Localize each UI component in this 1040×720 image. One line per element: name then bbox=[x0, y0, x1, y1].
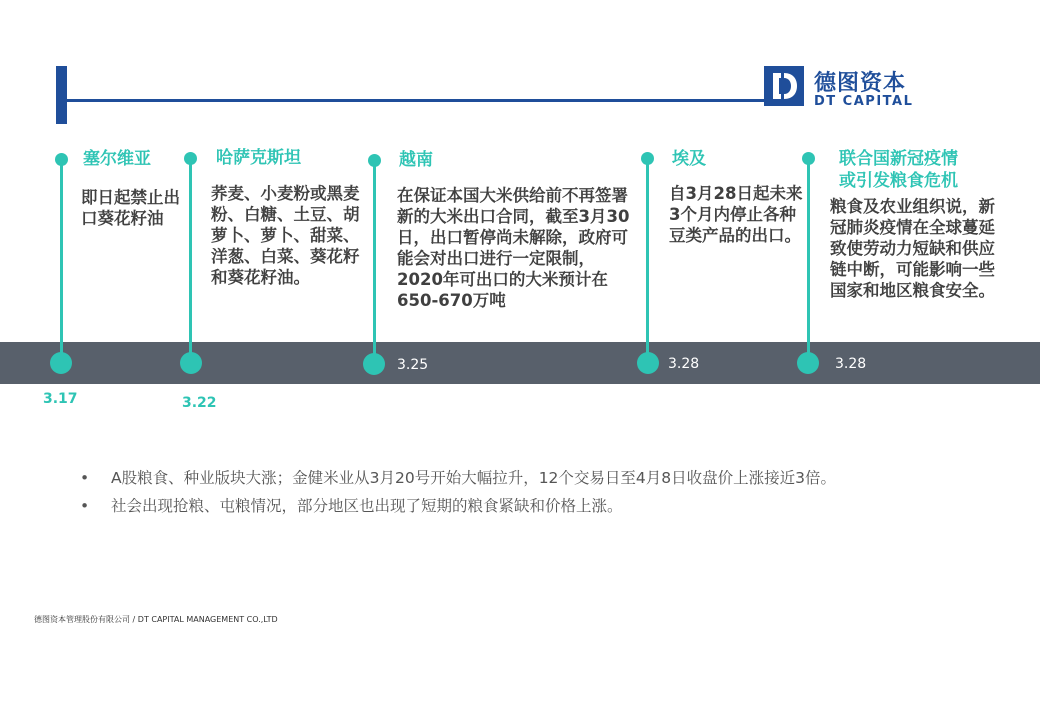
event-date: 3.22 bbox=[182, 395, 217, 411]
timeline-marker bbox=[637, 352, 659, 374]
timeline-top-dot bbox=[641, 152, 654, 165]
event-title-line1: 联合国新冠疫情 bbox=[839, 149, 958, 169]
bullet-text: 社会出现抢粮、屯粮情况，部分地区也出现了短期的粮食紧缺和价格上涨。 bbox=[111, 497, 623, 515]
logo-english-name: DT CAPITAL bbox=[814, 94, 914, 109]
timeline-top-dot bbox=[55, 153, 68, 166]
event-date: 3.28 bbox=[668, 356, 700, 372]
bullet-item bbox=[80, 494, 920, 518]
timeline-marker bbox=[180, 352, 202, 374]
event-description: 粮食及农业组织说，新冠肺炎疫情在全球蔓延致使劳动力短缺和供应链中断，可能影响一些国家和地区粮食安全。 bbox=[830, 197, 995, 300]
bullet-icon: • bbox=[80, 497, 90, 515]
event-date: 3.25 bbox=[397, 357, 429, 373]
timeline-connector bbox=[807, 159, 810, 362]
event-description: 在保证本国大米供给前不再签署新的大米出口合同，截至3月30日，出口暂停尚未解除，政府可能会对出口进行一定限制，2020年可出口的大米预计在650-670万吨 bbox=[397, 186, 630, 310]
timeline-connector bbox=[646, 159, 649, 362]
timeline-marker bbox=[363, 353, 385, 375]
timeline-connector bbox=[60, 160, 63, 362]
logo-chinese-name: 德图资本 bbox=[814, 71, 907, 96]
event-country: 哈萨克斯坦 bbox=[216, 148, 301, 168]
event-country: 塞尔维亚 bbox=[83, 149, 151, 169]
header-accent-bar bbox=[56, 66, 67, 124]
header-rule bbox=[67, 99, 767, 102]
event-description: 荞麦、小麦粉或黑麦粉、白糖、土豆、胡萝卜、萝卜、甜菜、洋葱、白菜、葵花籽和葵花籽油。 bbox=[211, 184, 360, 287]
footer-company: 德图资本管理股份有限公司 / DT CAPITAL MANAGEMENT CO.,LTD bbox=[34, 615, 278, 624]
timeline-connector bbox=[189, 159, 192, 362]
timeline-top-dot bbox=[184, 152, 197, 165]
timeline-connector bbox=[373, 161, 376, 363]
timeline-band bbox=[0, 342, 1040, 384]
bullet-list bbox=[80, 466, 920, 522]
event-description: 即日起禁止出口葵花籽油 bbox=[81, 188, 180, 228]
bullet-item bbox=[80, 466, 920, 490]
timeline-top-dot bbox=[368, 154, 381, 167]
bullet-text: A股粮食、种业版块大涨；金健米业从3月20号开始大幅拉升，12个交易日至4月8日收盘价上涨接近3倍。 bbox=[111, 469, 836, 487]
timeline-top-dot bbox=[802, 152, 815, 165]
event-date: 3.28 bbox=[835, 356, 867, 372]
event-title-line2: 或引发粮食危机 bbox=[839, 171, 958, 191]
timeline-marker bbox=[797, 352, 819, 374]
event-country: 埃及 bbox=[672, 149, 706, 169]
bullet-icon: • bbox=[80, 469, 90, 487]
timeline-marker bbox=[50, 352, 72, 374]
event-date: 3.17 bbox=[43, 391, 78, 407]
event-country: 越南 bbox=[399, 150, 433, 170]
dt-logo-icon bbox=[764, 66, 804, 106]
event-description: 自3月28日起未来3个月内停止各种豆类产品的出口。 bbox=[669, 184, 803, 245]
